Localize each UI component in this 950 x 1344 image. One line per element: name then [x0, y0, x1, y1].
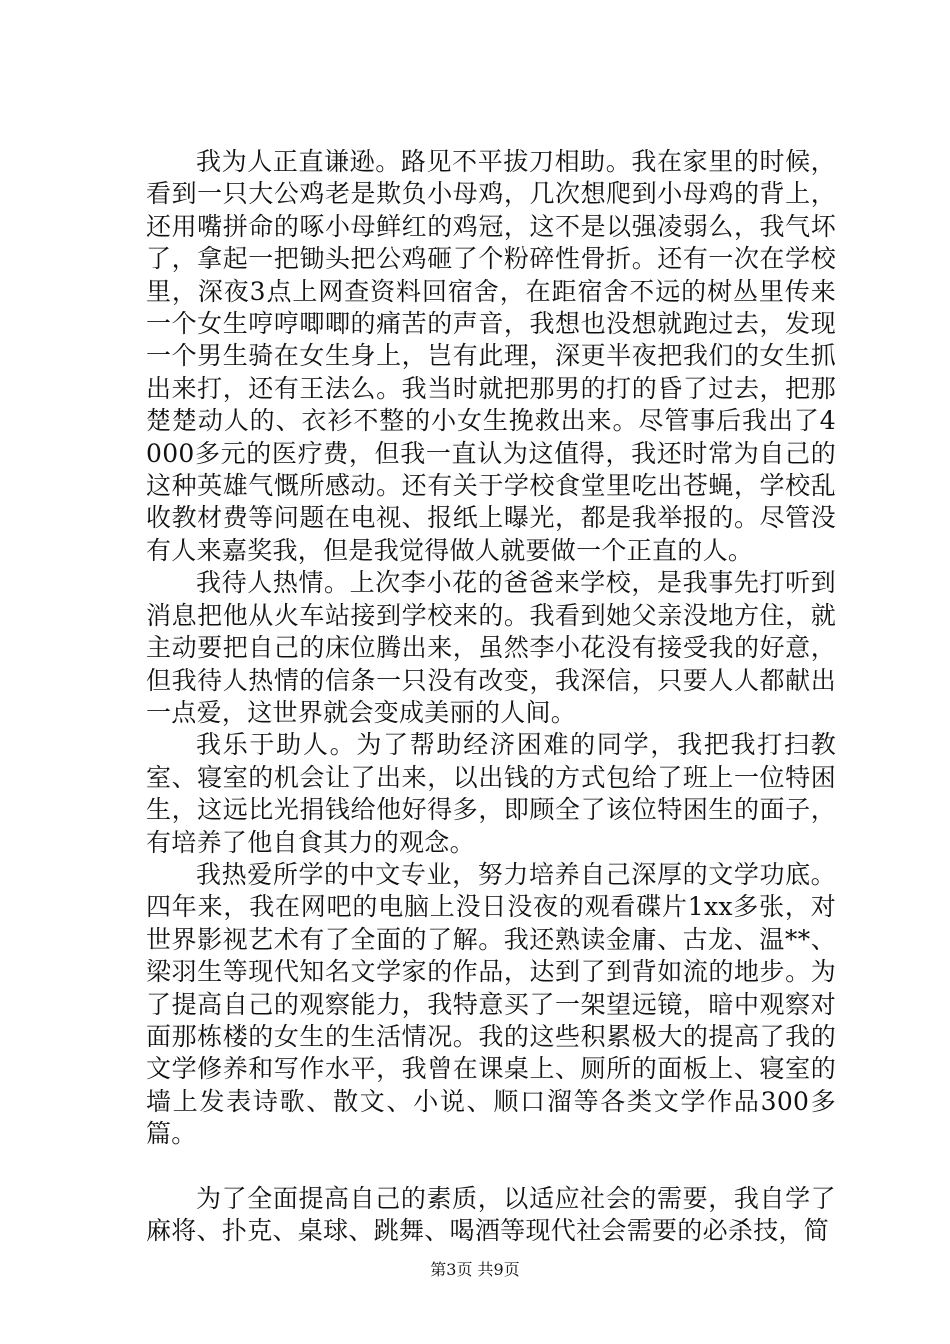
- paragraph-integrity: 我为人正直谦逊。路见不平拔刀相助。我在家里的时候，看到一只大公鸡老是欺负小母鸡，几次想爬到小母鸡的背上，还用嘴拼命的啄小母鲜红的鸡冠，这不是以强凌弱么，我气坏了，拿起一把锄头把公鸡砸了个粉碎性骨折。还有一次在学校里，深夜3点上网查资料回宿舍，在距宿舍不远的树丛里传来一个女生哼哼唧唧的痛苦的声音，我想也没想就跑过去，发现一个男生骑在女生身上，岂有此理，深更半夜把我们的女生抓出来打，还有王法么。我当时就把那男的打的昏了过去，把那楚楚动人的、衣衫不整的小女生挽救出来。尽管事后我出了4000多元的医疗费，但我一直认为这值得，我还时常为自己的这种英雄气慨所感动。还有关于学校食堂里吃出苍蝇，学校乱收教材费等问题在电视、报纸上曝光，都是我举报的。尽管没有人来嘉奖我，但是我觉得做人就要做一个正直的人。: [146, 147, 836, 565]
- paragraph-literature: 我热爱所学的中文专业，努力培养自己深厚的文学功底。四年来，我在网吧的电脑上没日没夜的观看碟片1xx多张，对世界影视艺术有了全面的了解。我还熟读金庸、古龙、温**、梁羽生等现代知名文学家的作品，达到了到背如流的地步。为了提高自己的观察能力，我特意买了一架望远镜，暗中观察对面那栋楼的女生的生活情况。我的这些积累极大的提高了我的文学修养和写作水平，我曾在课桌上、厕所的面板上、寝室的墙上发表诗歌、散文、小说、顺口溜等各类文学作品300多篇。: [146, 859, 836, 1149]
- document-body: [146, 146, 836, 1247]
- paragraph-helpfulness: 我乐于助人。为了帮助经济困难的同学，我把我打扫教室、寝室的机会让了出来，以出钱的方式包给了班上一位特困生，这远比光捐钱给他好得多，即顾全了该位特困生的面子，有培养了他自食其力的观念。: [146, 730, 836, 857]
- paragraph-self-improvement: 为了全面提高自己的素质，以适应社会的需要，我自学了麻将、扑克、桌球、跳舞、喝酒等现代社会需要的必杀技，简: [146, 1183, 836, 1245]
- paragraph-spacer: [146, 1151, 836, 1183]
- page-number-footer: 第3页 共9页: [430, 1260, 520, 1279]
- paragraph-warmth: 我待人热情。上次李小花的爸爸来学校，是我事先打听到消息把他从火车站接到学校来的。我看到她父亲没地方住，就主动要把自己的床位腾出来，虽然李小花没有接受我的好意，但我待人热情的信条一只没有改变，我深信，只要人人都献出一点爱，这世界就会变成美丽的人间。: [146, 568, 836, 727]
